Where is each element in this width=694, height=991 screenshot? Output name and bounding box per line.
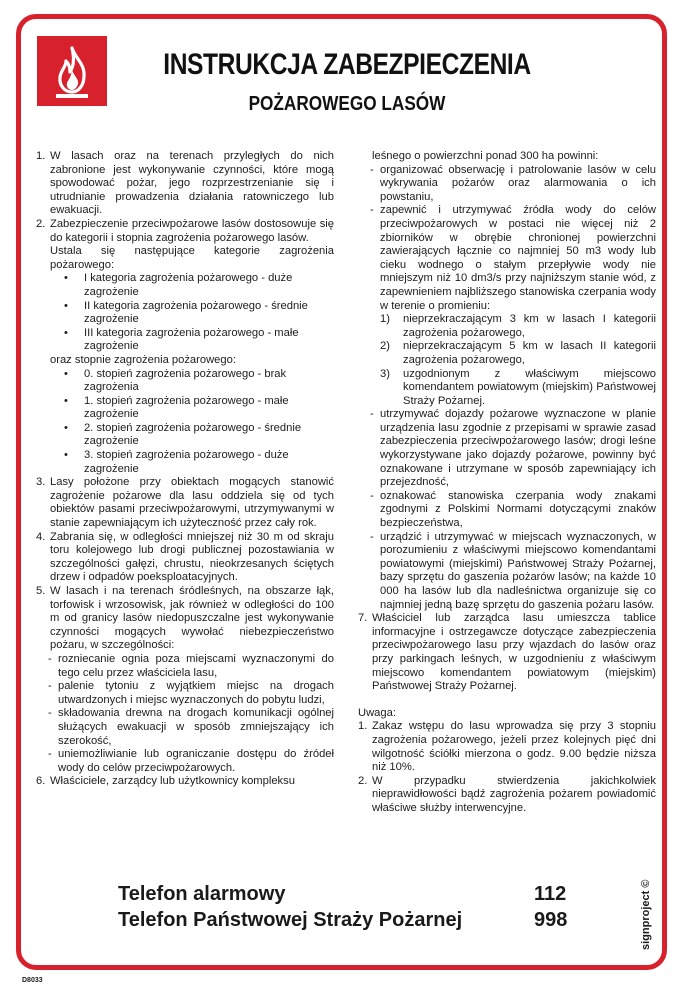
- note-heading: Uwaga:: [358, 706, 396, 719]
- right-column: [358, 150, 656, 816]
- paragraph-7: 7. Właściciel lub zarządca lasu umieszcza tablice informacyjne i ostrzegawcze dotyczące zabezpieczenia przeciwpożarowego lasu przy wjazdach do lasów oraz przy parkingach leśnych, w uzgodnieniu z właściwym miejscowo komendantem powiatowym (miejskim) Państwowej Straży Pożarnej.: [358, 612, 656, 693]
- flame-icon: [37, 36, 107, 106]
- list-item: - urządzić i utrzymywać w miejscach wyznaczonych, w porozumieniu z właściwymi miejscowo komendantami powiatowymi (miejskimi) Państwowej Straży Pożarnej, bazy sprzętu do gaszenia pożarów lasów; na każde 10 000 ha lasów lub dla nadleśnictwa organizuje się co najmniej jedną bazę sprzętu do gaszenia pożaru lasów.: [370, 530, 656, 611]
- list-item: 1) nieprzekraczającym 3 km w lasach I kategorii zagrożenia pożarowego,: [380, 313, 656, 339]
- alarm-phone-label: Telefon alarmowy: [118, 883, 286, 905]
- paragraph-2-categories-intro: Ustala się następujące kategorie zagrożenia pożarowego:: [50, 245, 334, 271]
- list-item: • 1. stopień zagrożenia pożarowego - małe zagrożenie: [64, 394, 289, 421]
- list-item: • II kategoria zagrożenia pożarowego - średnie zagrożenie: [64, 299, 308, 326]
- list-item: • 0. stopień zagrożenia pożarowego - brak zagrożenia: [64, 367, 287, 394]
- left-column: [36, 150, 334, 789]
- list-item: - oznakować stanowiska czerpania wody znakami zgodnymi z Polskimi Normami dotyczącymi znaków bezpieczeństwa,: [370, 489, 656, 530]
- product-code: D8033: [22, 977, 43, 984]
- list-item: • III kategoria zagrożenia pożarowego - małe zagrożenie: [64, 326, 299, 353]
- paragraph-6: 6. Właściciele, zarządcy lub użytkownicy kompleksu: [36, 775, 295, 788]
- list-item: - rozniecanie ognia poza miejscami wyznaczonymi do tego celu przez właściciela lasu,: [48, 652, 334, 679]
- alarm-phone-number: 112: [534, 883, 567, 905]
- note-1: 1. Zakaz wstępu do lasu wprowadza się przy 3 stopniu zagrożenia pożarowego, jeżeli przez kolejnych pięć dni wilgotność ściółki mierzona o godz. 9.00 będzie niższa niż 10%.: [358, 720, 656, 774]
- paragraph-3: 3. Lasy położone przy obiektach mogących stanowić zagrożenie pożarowe dla lasu oddziela się od tych obiektów pasami przeciwpożarowymi, utrzymywanymi w stanie zapewniającym ich użyteczność przez cały rok.: [36, 476, 334, 530]
- paragraph-5: 5. W lasach i na terenach śródleśnych, na obszarze łąk, torfowisk i wrzosowisk, jak również w odległości do 100 m od granicy lasów niedopuszczalne jest wykonywanie czynności mogących wywołać niebezpieczeństwo pożaru, w szczególności:: [36, 585, 334, 652]
- list-item: - składowania drewna na drogach komunikacji ogólnej służących ewakuacji w sposób zmniejszający ich szerokość,: [48, 707, 334, 747]
- page-subtitle: POŻAROWEGO LASÓW: [248, 93, 446, 115]
- list-item: • 3. stopień zagrożenia pożarowego - duże zagrożenie: [64, 449, 289, 475]
- list-item: - utrzymywać dojazdy pożarowe wyznaczone w planie urządzenia lasu zgodnie z przepisami w sprawie zasad zabezpieczenia przeciwpożarowego lasów; drogi leśne wykorzystywane jako dojazdy pożarowe, powinny być oznakowane i utrzymane w sposób zapewniający ich przejezdność,: [370, 408, 656, 489]
- note-2: 2. W przypadku stwierdzenia jakichkolwiek nieprawidłowości bądź zagrożenia pożarem powiadomić właściwe służby interwencyjne.: [358, 774, 656, 814]
- paragraph-2: 2. Zabezpieczenie przeciwpożarowe lasów dostosowuje się do kategorii i stopnia zagrożenia pożarowego lasów.: [36, 217, 334, 244]
- fire-brigade-phone-label: Telefon Państwowej Straży Pożarnej: [118, 909, 463, 931]
- fire-brigade-phone-number: 998: [534, 909, 568, 931]
- list-item: • I kategoria zagrożenia pożarowego - duże zagrożenie: [64, 272, 293, 298]
- list-item: 2) nieprzekraczającym 5 km w lasach II kategorii zagrożenia pożarowego,: [380, 340, 656, 366]
- list-item: - uniemożliwianie lub ograniczanie dostępu do źródeł wody do celów przeciwpożarowych.: [48, 748, 334, 774]
- list-item: - zapewnić i utrzymywać źródła wody do celów przeciwpożarowych w postaci nie więcej niż 2 zbiorników w obrębie chronionej powierzchni zawierających łącznie co najmniej 50 m3 wody lub cieku wodnego o stałym przepływie wody nie mniejszym niż 10 dm3/s przy najniższym stanie wód, z zapewnieniem najbliższego stanowiska czerpania wody w terenie o promieniu:: [370, 204, 656, 312]
- list-item: - palenie tytoniu z wyjątkiem miejsc na drogach utwardzonych i miejsc wyznaczonych do pobytu ludzi,: [48, 680, 334, 706]
- paragraph-6-continued: leśnego o powierzchni ponad 300 ha powinni:: [372, 150, 599, 162]
- paragraph-4: 4. Zabrania się, w odległości mniejszej niż 30 m od skraju toru kolejowego lub drogi publicznej pozostawiania w szczególności gałęzi, chrustu, nieokrzesanych ściętych drzew i odpadów poeksploatacyjnych.: [36, 530, 334, 584]
- list-item: 3) uzgodnionym z właściwym miejscowo komendantem powiatowym (miejskim) Państwowej Straży Pożarnej.: [380, 367, 656, 407]
- list-item: - organizować obserwację i patrolowanie lasów w celu wykrywania pożarów oraz alarmowania o ich powstaniu,: [370, 163, 656, 203]
- list-item: • 2. stopień zagrożenia pożarowego - średnie zagrożenie: [64, 421, 302, 448]
- paragraph-2-degrees-intro: oraz stopnie zagrożenia pożarowego:: [50, 353, 236, 366]
- brand-label: signproject ©: [640, 879, 652, 950]
- paragraph-1: 1. W lasach oraz na terenach przyległych do nich zabronione jest wykonywanie czynności, które mogą spowodować pożar, jego rozprzestrzenianie się i utrudnianie prowadzenia działania ratowniczego lub ewakuacji.: [36, 150, 334, 217]
- page-title: INSTRUKCJA ZABEZPIECZENIA: [163, 48, 531, 81]
